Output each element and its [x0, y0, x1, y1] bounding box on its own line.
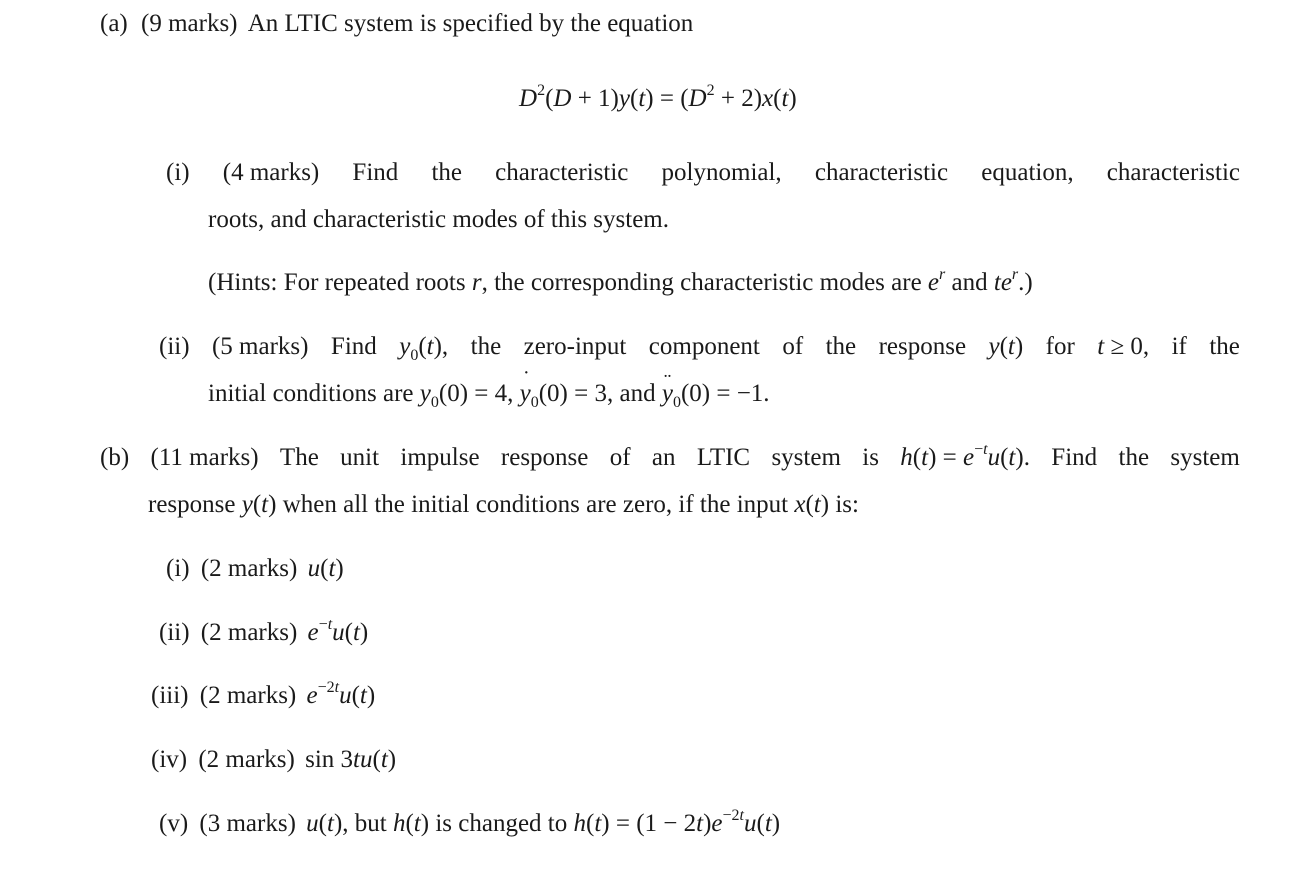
- part-a-i-hint: (Hints: For repeated roots r, the corresponding characteristic modes are $e^r$ and $te^r$.): [208, 265, 1033, 296]
- part-b-item-i: (i) (2 marks) u(t): [166, 555, 344, 582]
- part-a-ii-label: (ii): [159, 333, 190, 360]
- part-a-ii-line1: (ii) (5 marks) Find $y_0(t)$, the zero-input component of the response y(t) for t ≥ 0, if the: [159, 333, 1240, 364]
- part-a-label: (a): [100, 10, 128, 37]
- part-b-item-iv: (iv) (2 marks) sin 3tu(t): [151, 746, 397, 773]
- part-b-label: (b): [100, 444, 130, 471]
- part-a-heading: [100, 9, 693, 39]
- part-a-i-line2: roots, and characteristic modes of this system.: [208, 206, 669, 233]
- part-a-i-marks: (4 marks): [222, 159, 320, 186]
- part-a-marks: (9 marks): [141, 10, 238, 37]
- part-b-item-iii: (iii) (2 marks) $e^{-2t}u(t)$: [151, 678, 376, 709]
- part-a-ii-marks: (5 marks): [211, 333, 309, 360]
- part-a-ii-line2: initial conditions are $y_0(0) = 4$, y $˙_0(0) = 3$, and y $¨_0(0) = -1$.: [208, 379, 770, 409]
- part-a-intro: An LTIC system is specified by the equation: [247, 10, 694, 37]
- part-b-marks: (11 marks): [150, 444, 259, 471]
- part-b-item-ii: (ii) (2 marks) $e^{-t}u(t)$: [159, 615, 369, 646]
- part-b-line1: (b) (11 marks) The unit impulse response of an LTIC system is $h(t) = e^{-t}u(t)$. Find the system: [100, 440, 1240, 471]
- part-a-i-line1: (i) (4 marks) Find the characteristic polynomial, characteristic equation, characteristic: [166, 159, 1240, 186]
- part-b-item-v: (v) (3 marks) u(t), but h(t) is changed to $h(t) = (1 - 2t)e^{-2t}u(t)$: [159, 806, 781, 837]
- part-b-line2: response y(t) when all the initial conditions are zero, if the input x(t) is:: [148, 491, 859, 518]
- part-a-i-label: (i): [166, 159, 190, 186]
- part-a-equation: $D^2(D + 1)y(t) = (D^2 + 2)x(t)$: [519, 81, 797, 112]
